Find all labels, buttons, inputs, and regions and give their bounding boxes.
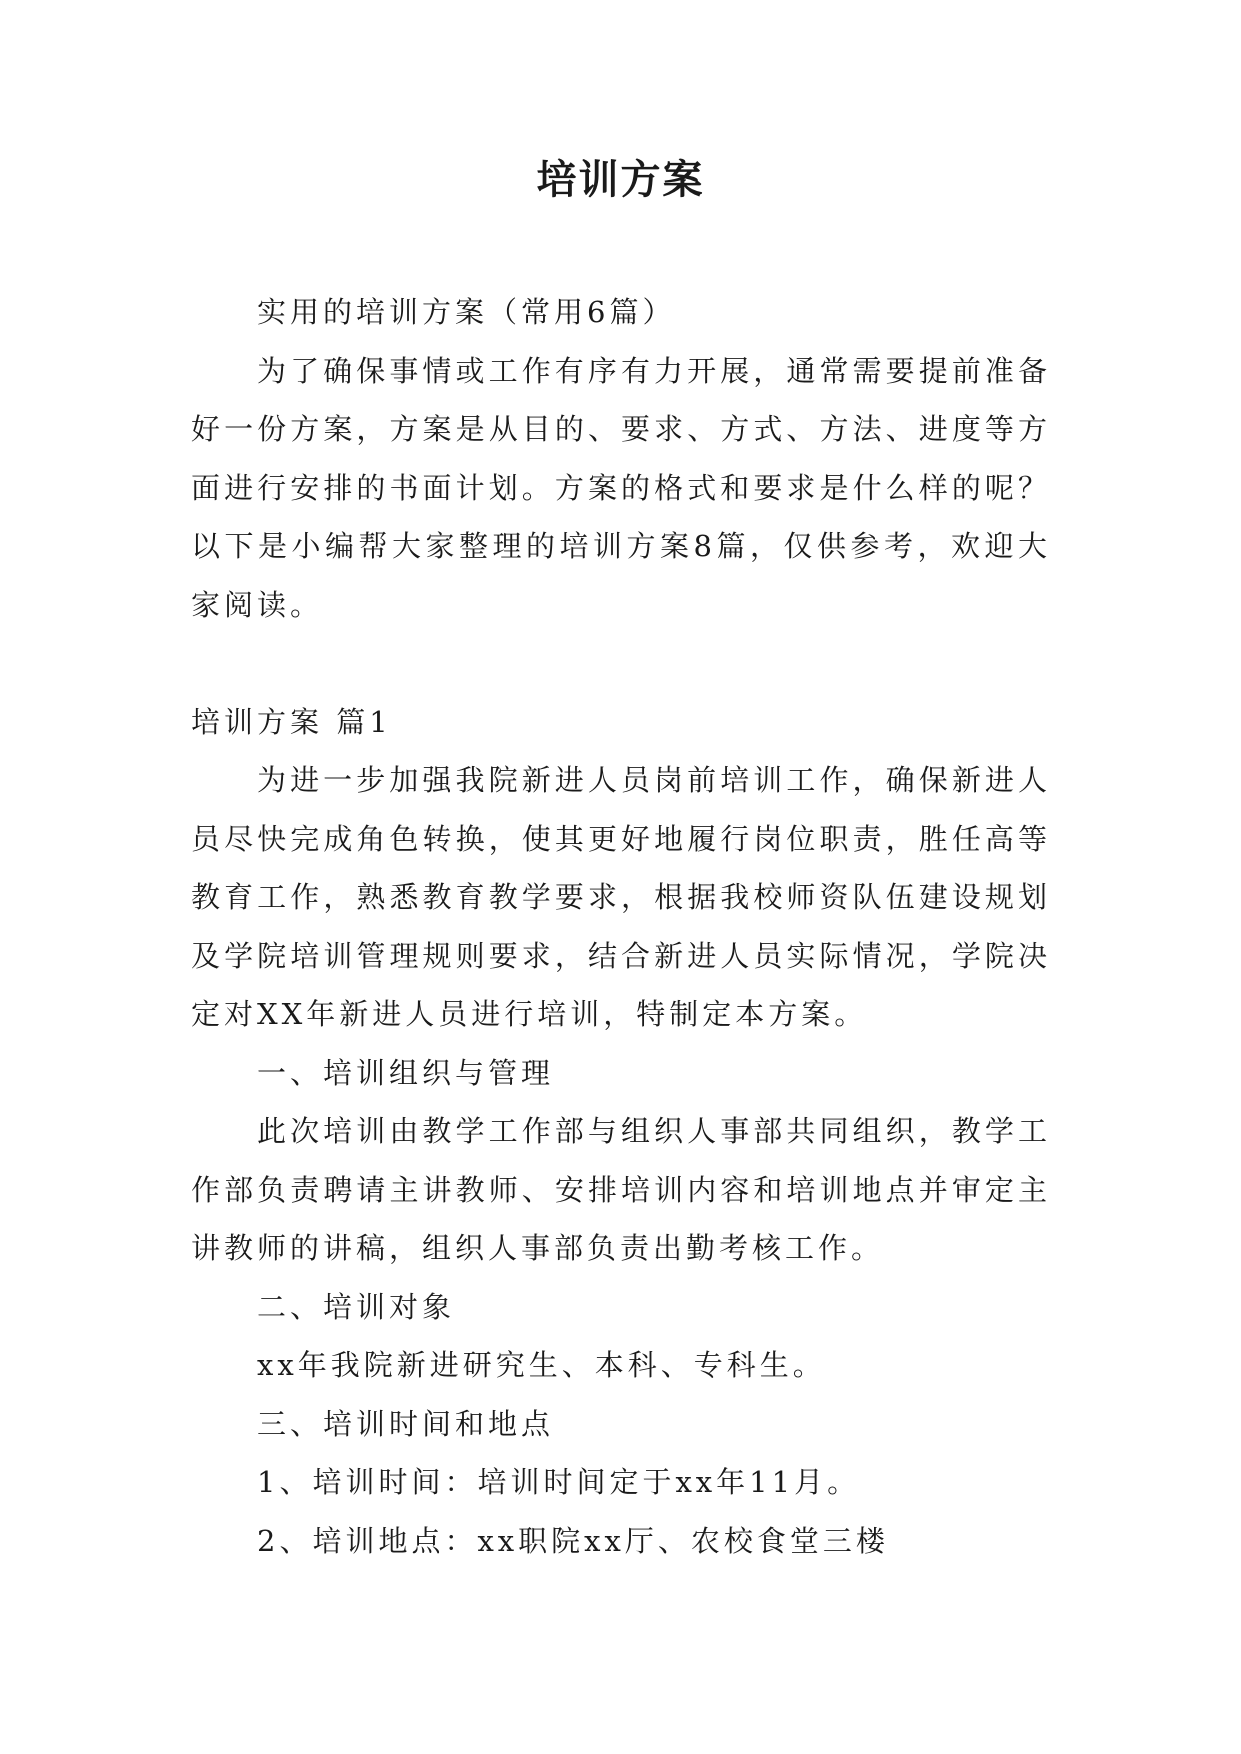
subtitle-paragraph: 实用的培训方案（常用6篇） — [257, 295, 676, 329]
subheading-time-place: 三、培训时间和地点 — [257, 1406, 555, 1441]
document-title: 培训方案 — [536, 156, 705, 203]
section-heading: 培训方案 篇1 — [191, 704, 392, 739]
document-body — [191, 283, 1051, 1570]
target-paragraph: xx年我院新进研究生、本科、专科生。 — [257, 1348, 826, 1382]
place-item: 2、培训地点：xx职院xx厅、农校食堂三楼 — [257, 1523, 889, 1558]
subheading-target: 二、培训对象 — [257, 1289, 456, 1324]
organization-paragraph: 此次培训由教学工作部与组织人事部共同组织，教学工作部负责聘请主讲教师、安排培训内容和培训地点并审定主讲教师的讲稿，组织人事部负责出勤考核工作。 — [191, 1114, 1051, 1265]
time-item: 1、培训时间：培训时间定于xx年11月。 — [257, 1465, 861, 1499]
subheading-organization: 一、培训组织与管理 — [257, 1055, 555, 1090]
intro-paragraph: 为了确保事情或工作有序有力开展，通常需要提前准备好一份方案，方案是从目的、要求、方式、方法、进度等方面进行安排的书面计划。方案的格式和要求是什么样的呢？以下是小编帮大家整理的培训方案8篇，仅供参考，欢迎大家阅读。 — [191, 353, 1051, 622]
section-intro-paragraph: 为进一步加强我院新进人员岗前培训工作，确保新进人员尽快完成角色转换，使其更好地履行岗位职责，胜任高等教育工作，熟悉教育教学要求，根据我校师资队伍建设规划及学院培训管理规则要求，结合新进人员实际情况，学院决定对XX年新进人员进行培训，特制定本方案。 — [191, 763, 1051, 1031]
